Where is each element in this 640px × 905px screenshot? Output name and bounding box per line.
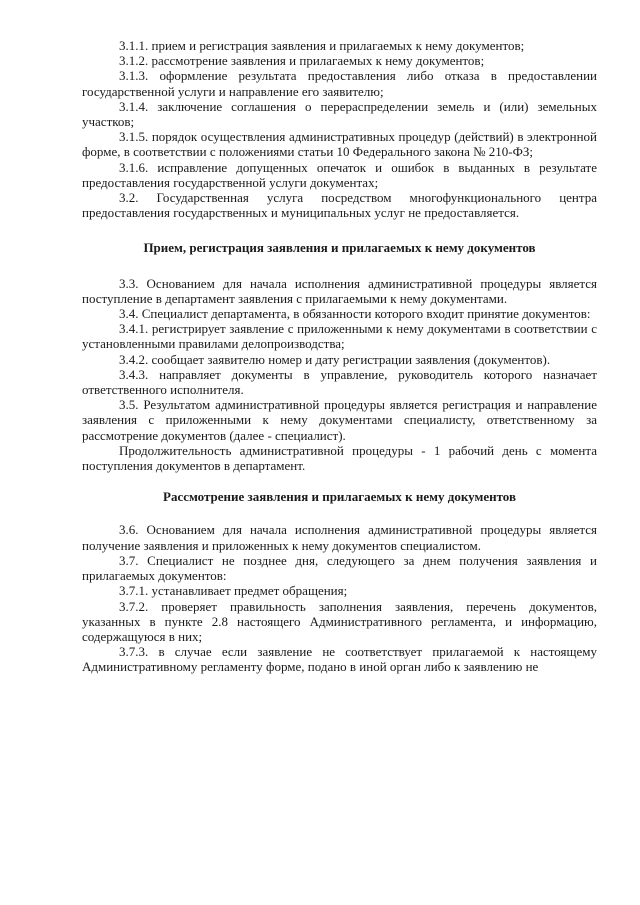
paragraph-3-7-2: 3.7.2. проверяет правильность заполнения заявления, перечень документов, указанных в пункте 2.8 настоящего Административного регламента, и информацию, содержащуюся в них; xyxy=(82,598,597,644)
spacer xyxy=(82,220,597,240)
paragraph-3-1-2: 3.1.2. рассмотрение заявления и прилагаемых к нему документов; xyxy=(119,53,485,69)
paragraph-3-4: 3.4. Специалист департамента, в обязанности которого входит принятие документов: xyxy=(119,306,591,322)
paragraph-3-1-3: 3.1.3. оформление результата предоставления либо отказа в предоставлении государственной услуги и направление его заявителю; xyxy=(82,68,597,99)
paragraph-3-1-1: 3.1.1. прием и регистрация заявления и прилагаемых к нему документов; xyxy=(119,38,525,53)
section-list-of-procedures xyxy=(82,38,597,220)
paragraph-3-4-1: 3.4.1. регистрирует заявление с приложенными к нему документами в соответствии с установленными правилами делопроизводства; xyxy=(82,321,597,352)
paragraph-duration: Продолжительность административной процедуры - 1 рабочий день с момента поступления документов в департамент. xyxy=(82,442,597,474)
section-reception-registration xyxy=(82,276,597,474)
paragraph-3-6: 3.6. Основанием для начала исполнения административной процедуры является получение заявления и приложенных к нему документов специалистом. xyxy=(82,522,597,553)
spacer xyxy=(82,504,597,522)
paragraph-3-7-1: 3.7.1. устанавливает предмет обращения; xyxy=(119,583,348,599)
paragraph-3-5: 3.5. Результатом административной процедуры является регистрация и направление заявления с приложенными к нему документами специалисту, ответственному за рассмотрение документов (далее - специалист). xyxy=(82,397,597,443)
paragraph-3-2: 3.2. Государственная услуга посредством многофункционального центра предоставления государственных и муниципальных услуг не предоставляется. xyxy=(82,190,597,221)
heading-reception-registration: Прием, регистрация заявления и прилагаемых к нему документов xyxy=(143,240,536,256)
paragraph-3-3: 3.3. Основанием для начала исполнения административной процедуры является поступление в департамент заявления с прилагаемыми к нему документами. xyxy=(82,275,597,306)
paragraph-3-7-3: 3.7.3. в случае если заявление не соответствует прилагаемой к настоящему Административному регламенту форме, подано в иной орган либо к заявлению не xyxy=(82,644,597,675)
paragraph-3-4-2: 3.4.2. сообщает заявителю номер и дату регистрации заявления (документов). xyxy=(119,351,551,367)
paragraph-3-4-3: 3.4.3. направляет документы в управление, руководитель которого назначает ответственного исполнителя. xyxy=(82,366,597,398)
paragraph-3-1-6: 3.1.6. исправление допущенных опечаток и ошибок в выданных в результате предоставления государственной услуги документах; xyxy=(82,159,597,190)
heading-review-application: Рассмотрение заявления и прилагаемых к нему документов xyxy=(163,489,516,505)
document-body xyxy=(82,38,597,675)
spacer xyxy=(82,256,597,276)
paragraph-3-1-5: 3.1.5. порядок осуществления административных процедур (действий) в электронной форме, в соответствии с положениями статьи 10 Федерального закона № 210-ФЗ; xyxy=(82,129,597,160)
spacer xyxy=(82,473,597,489)
section-review-application xyxy=(82,522,597,674)
paragraph-3-7: 3.7. Специалист не позднее дня, следующего за днем получения заявления и прилагаемых документов: xyxy=(82,552,597,584)
paragraph-3-1-4: 3.1.4. заключение соглашения о перераспределении земель и (или) земельных участков; xyxy=(82,98,597,130)
